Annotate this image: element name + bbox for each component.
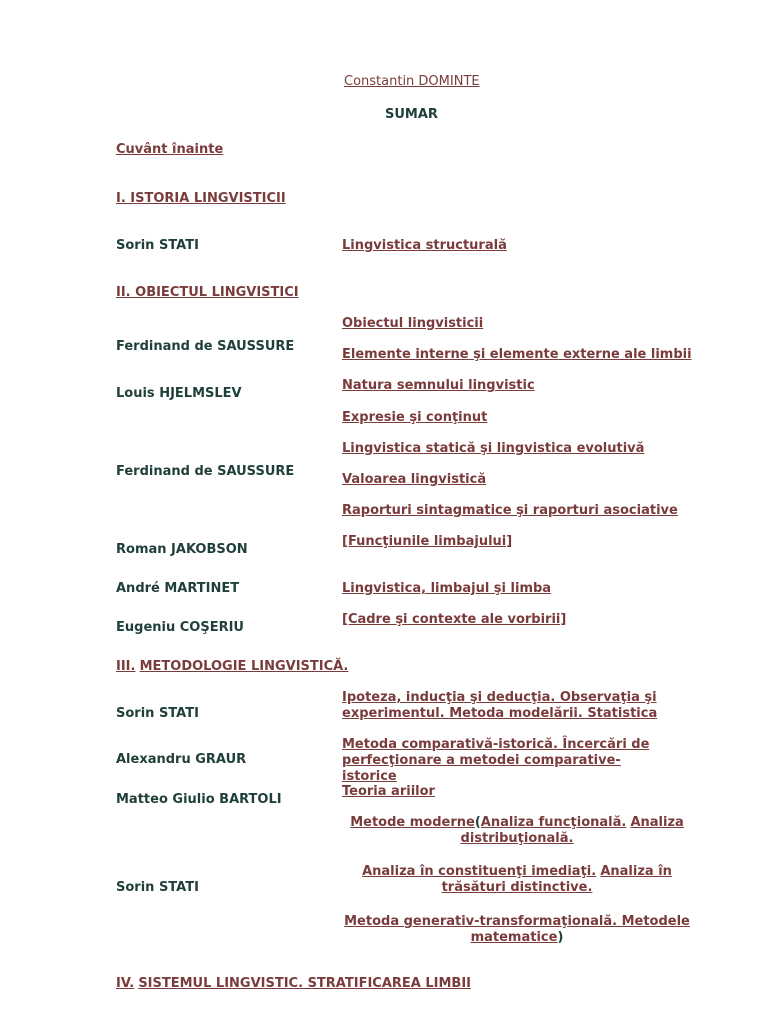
toc-link[interactable]: Expresie şi conţinut	[342, 410, 488, 425]
author-label: André MARTINET	[116, 581, 240, 596]
toc-link[interactable]: Natura semnului lingvistic	[342, 378, 535, 393]
toc-link[interactable]: Metoda generativ-transformaţională. Metodele matematice	[344, 914, 690, 945]
toc-link[interactable]: Metoda comparativă-istorică. Încercări de perfecţionare a metodei comparative-istorice	[342, 737, 650, 784]
section-3-title-link[interactable]: METODOLOGIE LINGVISTICĂ.	[139, 659, 349, 674]
toc-link[interactable]: Lingvistica, limbajul şi limba	[342, 581, 552, 596]
toc-link[interactable]: Metode moderne	[350, 815, 475, 830]
author-label: Roman JAKOBSON	[116, 542, 248, 557]
toc-link[interactable]: Valoarea lingvistică	[342, 472, 487, 487]
section-3-heading	[116, 659, 348, 674]
author-label: Matteo Giulio BARTOLI	[116, 792, 282, 807]
author-label: Sorin STATI	[116, 706, 199, 721]
toc-link[interactable]: Analiza în trăsături distinctive.	[441, 864, 672, 895]
section-1-link[interactable]: I. ISTORIA LINGVISTICII	[116, 191, 286, 206]
author-label: Louis HJELMSLEV	[116, 386, 242, 401]
toc-link[interactable]: Elemente interne şi elemente externe ale limbii	[342, 347, 692, 362]
author-label: Alexandru GRAUR	[116, 752, 247, 767]
paren-close: )	[557, 930, 564, 945]
toc-link[interactable]: Teoria ariilor	[342, 784, 435, 799]
toc-link-structural-linguistics[interactable]: Lingvistica structurală	[342, 238, 507, 253]
toc-block-modern-methods	[342, 815, 692, 847]
author-label: Sorin STATI	[116, 880, 199, 895]
toc-link[interactable]: Analiza distribuţională.	[460, 815, 684, 846]
foreword-link[interactable]: Cuvânt înainte	[116, 142, 224, 157]
section-4-number-link[interactable]: IV.	[116, 976, 135, 991]
page-title: SUMAR	[385, 107, 438, 122]
author-label: Ferdinand de SAUSSURE	[116, 464, 295, 479]
paren-open: (	[474, 815, 481, 830]
toc-link[interactable]: [Funcţiunile limbajului]	[342, 534, 513, 549]
toc-link[interactable]: Raporturi sintagmatice şi raporturi asociative	[342, 503, 678, 518]
toc-block-generative	[342, 914, 692, 946]
toc-link[interactable]: Obiectul lingvisticii	[342, 316, 484, 331]
section-4-heading	[116, 976, 471, 991]
toc-link[interactable]: [Cadre şi contexte ale vorbirii]	[342, 612, 567, 627]
author-label: Eugeniu COŞERIU	[116, 620, 244, 635]
toc-block-analysis	[342, 864, 692, 896]
toc-link[interactable]: Ipoteza, inducţia şi deducţia. Observaţia şi experimentul. Metoda modelării. Statistica	[342, 690, 658, 721]
section-3-number-link[interactable]: III.	[116, 659, 136, 674]
section-4-title-link[interactable]: SISTEMUL LINGVISTIC. STRATIFICAREA LIMBII	[138, 976, 471, 991]
toc-link[interactable]: Lingvistica statică şi lingvistica evolutivă	[342, 441, 645, 456]
author-label: Sorin STATI	[116, 238, 199, 253]
document-author-link[interactable]: Constantin DOMINTE	[344, 74, 480, 89]
toc-link[interactable]: Analiza funcţională.	[480, 815, 627, 830]
toc-link[interactable]: Analiza în constituenţi imediaţi.	[362, 864, 597, 879]
author-label: Ferdinand de SAUSSURE	[116, 339, 295, 354]
section-2-link[interactable]: II. OBIECTUL LINGVISTICI	[116, 285, 299, 300]
